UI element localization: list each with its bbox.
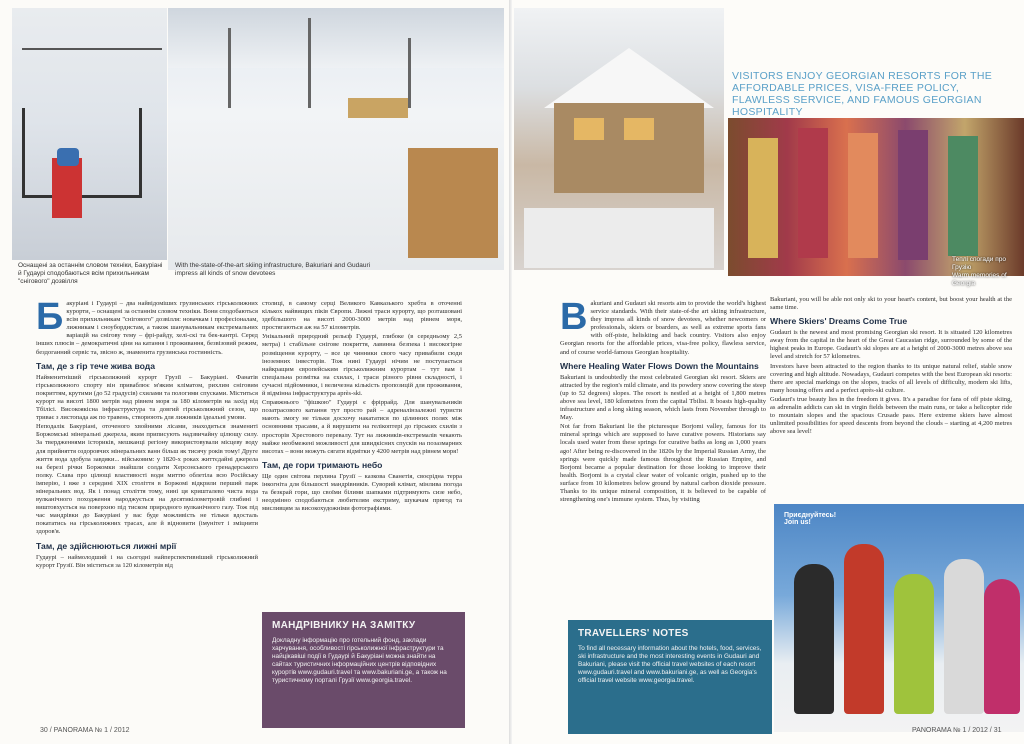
photo-group-skiers — [774, 504, 1024, 732]
note-title: TRAVELLERS' NOTES — [578, 628, 689, 639]
page-footer: 30 / PANORAMA № 1 / 2012 — [40, 727, 130, 734]
photo-caption-en: With the-state-of-the-art skiing infrastructure, Bakuriani and Gudauri impress all kinds of snow devotees — [175, 262, 371, 277]
section-heading: Там, де з гір тече жива вода — [36, 360, 156, 371]
join-us-label: Приєднуйтесь! Join us! — [784, 512, 837, 526]
section-heading: Where Skiers' Dreams Come True — [770, 316, 908, 327]
photo-caption-socks: Теплі спогади про Грузію Warm memories of Georgia — [952, 256, 1007, 287]
photo-ski-slope — [168, 8, 504, 270]
right-column-1 — [560, 300, 766, 626]
intro-paragraph: akuriani and Gudauri ski resorts aim to provide the world's highest service standards. With their state-of-the art skiing infrastructure, they impress all kinds of snow devotees, whether newcomers or professionals, skiers or boarders, as well as extreme sports fans with off-piste, heliskiing and back country. Visitors also enjoy Georgian resorts for the affordable prices, visa-free policy, flawless service, and of course world-famous Georgian hospitality. — [560, 300, 766, 356]
photo-caption-ua: Оснащені за останнім словом техніки, Бакуріані й Гудаурі сподобаються всім прихильникам "снігового" дозвілля — [18, 262, 163, 285]
dropcap: B — [560, 300, 588, 338]
left-column-1 — [36, 300, 258, 698]
paragraph: Gudauri is the newest and most promising Georgian ski resort. It is situated 120 kilometres away from the capital in the heart of the Great Caucasian ridge, surrounded by some of the highest peaks in Europe. Gudauri's ski slopes are at a height of 2000-3000 metres above sea level and stretch for 57 kilometres. — [770, 329, 1012, 361]
paragraph: Гудаурі – наймолодший і на сьогодні найперспективніший гірськолижний курорт Грузії. Він міститься за 120 кілометрів від — [36, 553, 258, 569]
intro-paragraph: акуріані і Гудаурі – два найвідоміших грузинських гірськолижних курорти, – оснащені за останнім словом техніки. Вони сподобаються всім прихильникам "снігового" дозвілля: новачкам і професіоналам, лижникам і сноубордистам, а також шанувальникам екстремальних варіацій на снігову тему – фрі-райду, хелі-скі та бек-кантрі. Серед інших плюсів – демократичні ціни на катання і проживання, безвізовий режим, бездоганний сервіс та, звісно ж, знаменита грузинська гостинність. — [36, 300, 258, 356]
travel-note-box-ua — [262, 612, 465, 728]
pull-quote: VISITORS ENJOY GEORGIAN RESORTS FOR THE AFFORDABLE PRICES, VISA-FREE POLICY, FLAWLESS SERVICE, AND FAMOUS GEORGIAN HOSPITALITY — [732, 70, 993, 118]
section-heading: Там, де здійснюються лижні мрії — [36, 540, 177, 551]
note-title: МАНДРІВНИКУ НА ЗАМІТКУ — [272, 620, 416, 631]
photo-knitted-socks — [728, 118, 1024, 276]
note-text: Докладну інформацію про готельний фонд, заклади харчування, особливості гірськолижної інфраструктури та найцікавіші події в Гудаурі й Бакуріані можна знайти на сайтах туристичних інформаційних центрів відповідних курортів www.gudauri.travel та www.bakuriani.ge, а також на туристичному порталі Грузії www.georgia.travel. — [272, 637, 447, 684]
paragraph: Справжнього "фішкою" Гудаурі є фріррайд. Для шанувальників позатрасового катання тут просто рай – адреналінзалежні туристи мають змогу не тільки досхочу накататися по цілинних полях між основними трасами, а й вирушити на гелікоптері до гірських схилів з просторів Хрестового перевалу. Тут на лижників-екстремалів чекають майже необмежені можливості для швидкісних спусків на позазмарних висотах – вони можуть сягати відмітки у 4200 метрів над рівнем моря! — [262, 399, 462, 455]
paragraph: Bakuriani, you will be able not only ski to your heart's content, but boost your health at the same time. — [770, 296, 1012, 312]
page-footer: PANORAMA № 1 / 2012 / 31 — [912, 727, 1002, 734]
paragraph: Gudauri's true beauty lies in the freedom it gives. It's a paradise for fans of off piste skiing, as adrenalin addicts can ski in virgin fields between the main runs, or take a helicopter ride to mountain slopes and the spacious Crusade pass. Here extreme skiers have almost unlimited possibilities for speed descents from beyond the clouds – starting at 4,200 metres above sea level! — [770, 395, 1012, 436]
right-page — [512, 0, 1024, 744]
right-column-2 — [770, 296, 1012, 494]
paragraph: Ще один світова перлина Грузії – казкова Сванетія, своєрідна терра інкогніта для більшості мандрівників. Суворий клімат, мінлива погода та безкрай гори, що своїми білими шапками підтримують сизе небо, неодмінно сподобаються любителям екстриму, шукачам пригод та мисливцям за високохудожніми фотографіями. — [262, 472, 462, 513]
photo-ski-lodge — [514, 8, 724, 270]
section-heading: Where Healing Water Flows Down the Mountains — [560, 360, 759, 371]
photo-chairlift-skier — [12, 8, 167, 260]
paragraph: Найменитніший гірськолижний курорт Грузії – Бакуріані. Фанатів гірськолижного спорту він приваблює м'яким кліматом, рихлим сніговим покриттям, крутими (до 52 градусів) схилами та пологими спусками. Міститься курорт на висоті 1800 метрів над рівнем моря за 180 кілометрів на захід від Тбілісі. Високоякісна інфраструктура та довгий гірськолижний сезон, що триває з листопада аж по травень, створюють для лижників ідеальні умови. — [36, 373, 258, 422]
travel-note-box-en — [568, 620, 772, 734]
left-column-2 — [262, 300, 462, 562]
paragraph: Неподалік Бакуріані, оточеного хвойними лісами, знаходиться знамениті Боржомські мінеральні джерела, яким приписують надзвичайну цілющу силу. За твердженнями істориків, мешканці регіону використовували місцеву воду для прийняття оздоровчих мінеральних ванн більш як тисячу років тому! Друге життя вода здобула завдяки... військовим: у 1820-х роках життєдайні джерела на березі річки Боржомки знайшли солдати Херсонського гренадерського полку. Слава про цілющі властивості води миттю облетіла всю Російську імперію, і вже з середині XIX століття в Боржомі відкрили перший парк мінеральних вод. Як і понад століття тому, нині ця кришталево чиста вода вулканічного походження народжується на десятикілометровій глибині і виштовхується на поверхню під тиском природного вулканічного газу. Тож під час мандрівки до Бакуріані у вас буде можливість не тільки вдосталь покататись на гірськолижних трасах, але й відновити (імунітет і зміцнити здоров'я. — [36, 423, 258, 536]
note-text: To find all necessary information about the hotels, food, services, ski infrastructure and the most interesting events in Gudauri and Bakuriani, please visit the official travel websites of each resort www.gudauri.travel and www.bakuriani.ge, as well as Georgia's official travel website www.georgia.travel. — [578, 645, 762, 684]
paragraph: Investors have been attracted to the region thanks to its unique natural relief, stable snow covering and high altitude. Nowadays, Gudauri competes with the best European ski resorts: there are special markings on the slopes, tracks of all levels of difficulty, modern ski lifts, many housing offers and a perfect après-ski culture. — [770, 362, 1012, 394]
paragraph: Bakuriani is undoubtedly the most celebrated Georgian ski resort. Skiers are attracted by the region's mild climate, and its powdery snow covering the steep (up to 52 degrees) slopes. The resort is nestled at a height of 1,800 metres above sea level, 180 kilometres from the capital Tbilisi. It boasts high-quality infrastructure and a long skiing season, which lasts from November through to May. — [560, 373, 766, 422]
paragraph: Унікальний природний рельєф Гудаурі, глибоке (в середньому 2,5 метра) і стабільне снігове покриття, лавинна безпека і високогірне розміщення курорту, – все це чинники свого часу привабили сюди іноземних інвесторів. Тож нині Гудаурі нічим не поступається найкращим європейським гірськолижним курортам – тут вам і спеціальна розмітка на схилах, і траси різного рівня складності, і сучасні підйомники, і величезна кількість пропозицій для проживання, й відмінна інфраструктура après-ski. — [262, 333, 462, 398]
paragraph: Not far from Bakuriani lie the picturesque Borjomi valley, famous for its mineral springs which are supposed to have curative powers. Historians say locals used water from these springs for curative baths as long as 1,000 years ago! After being re-discovered in the 1820s by the Imperial Russian Army, the springs were quickly made famous throughout the Russian Empire, and Borjomi became a popular destination for those looking to improve their health. Borjomi is a crystal clear water of volcanic origin, pushed up to the surface from 10 kilometres below ground by natural carbon dioxide pressure. Thanks to its unique mineral composition, it is believed to be capable of strengthening one's immune system. Thus, by visiting — [560, 423, 766, 504]
section-heading: Там, де гори тримають небо — [262, 459, 383, 470]
dropcap: Б — [36, 300, 64, 338]
paragraph: столиці, в самому серці Великого Кавказького хребта в оточенні кількох найвищих піків Європи. Лижні траси курорту, що розташовані здебільшого на висоті 2000-3000 метрів над рівнем моря, простягаються аж на 57 кілометрів. — [262, 300, 462, 332]
